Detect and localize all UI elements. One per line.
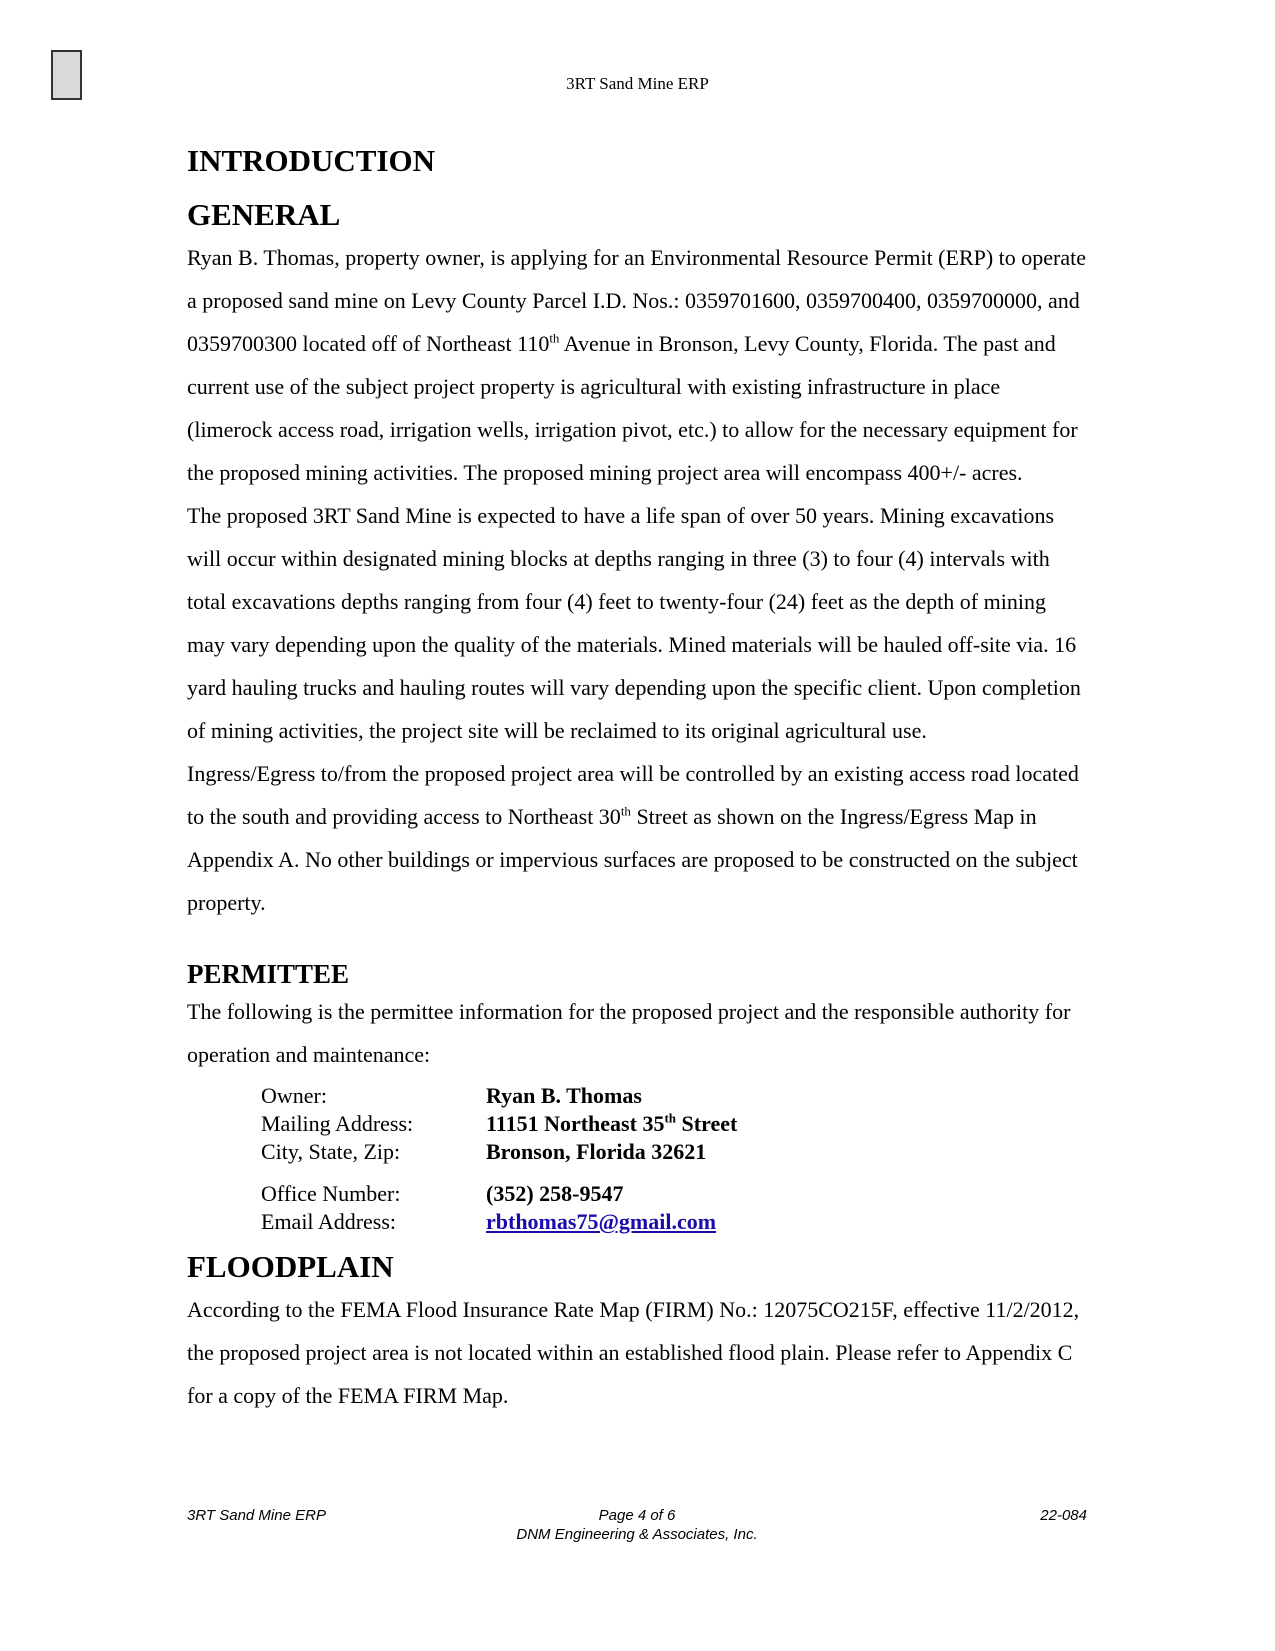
office-number-row (261, 1166, 737, 1208)
general-p3-superscript: th (620, 803, 631, 819)
owner-value: Ryan B. Thomas (486, 1083, 642, 1108)
owner-label: Owner: (261, 1083, 327, 1108)
mailing-address-superscript: th (664, 1110, 677, 1126)
city-state-zip-row (261, 1138, 737, 1166)
city-state-zip-label: City, State, Zip: (261, 1139, 401, 1164)
owner-row (261, 1082, 737, 1110)
general-heading: GENERAL (187, 197, 341, 232)
general-p1-superscript: th (549, 330, 560, 346)
footer-company-name: DNM Engineering & Associates, Inc. (516, 1526, 758, 1543)
general-p1-text-a: Ryan B. Thomas, property owner, is applying for an Environmental Resource Permit (ERP) to operate a proposed sand mine on Levy County Parcel I.D. Nos.: 0359701600, 0359700400, 0359700000, and 0359700300 located off of Northeast 110 (187, 245, 1087, 356)
permittee-intro: The following is the permittee information for the proposed project and the responsible authority for operation and maintenance: (187, 999, 1071, 1067)
office-number-value: (352) 258-9547 (486, 1181, 624, 1206)
mailing-address-text-a: 11151 Northeast 35 (486, 1111, 665, 1136)
document-body (187, 140, 1087, 1417)
mailing-address-row (261, 1110, 737, 1138)
page-header-title: 3RT Sand Mine ERP (566, 74, 709, 93)
general-p3-text-a: Ingress/Egress to/from the proposed project area will be controlled by an existing access road located to the south and providing access to Northeast 30 (187, 761, 1079, 829)
permittee-heading: PERMITTEE (187, 959, 350, 989)
footer-document-title: 3RT Sand Mine ERP (187, 1507, 326, 1524)
general-paragraph-3 (187, 752, 1087, 924)
email-link[interactable]: rbthomas75@gmail.com (486, 1209, 717, 1234)
page-footer (187, 1506, 1087, 1544)
city-state-zip-value: Bronson, Florida 32621 (486, 1139, 707, 1164)
mailing-address-label: Mailing Address: (261, 1111, 414, 1136)
general-p3-text-b: Street as shown on the Ingress/Egress Map in Appendix A. No other buildings or impervious surfaces are proposed to be constructed on the subject property. (187, 804, 1078, 915)
permittee-info-table (261, 1082, 737, 1236)
email-address-row (261, 1208, 737, 1236)
mailing-address-value (486, 1110, 737, 1138)
email-address-label: Email Address: (261, 1209, 397, 1234)
footer-project-number: 22-084 (1040, 1507, 1087, 1524)
floodplain-paragraph: According to the FEMA Flood Insurance Rate Map (FIRM) No.: 12075CO215F, effective 11/2/2012, the proposed project area is not located within an established flood plain. Please refer to Appendix C for a copy of the FEMA FIRM Map. (187, 1297, 1080, 1408)
mailing-address-text-b: Street (676, 1111, 738, 1136)
introduction-heading: INTRODUCTION (187, 143, 436, 178)
general-p1-text-b: Avenue in Bronson, Levy County, Florida. The past and current use of the subject project property is agricultural with existing infrastructure in place (limerock access road, irrigation wells, irrigation pivot, etc.) to allow for the necessary equipment for the proposed mining activities. The proposed mining project area will encompass 400+/- acres. (187, 331, 1078, 485)
general-paragraph-2: The proposed 3RT Sand Mine is expected to have a life span of over 50 years. Mining excavations will occur within designated mining blocks at depths ranging in three (3) to four (4) intervals with total excavations depths ranging from four (4) feet to twenty-four (24) feet as the depth of mining may vary depending upon the quality of the materials. Mined materials will be hauled off-site via. 16 yard hauling trucks and hauling routes will vary depending upon the specific client. Upon completion of mining activities, the project site will be reclaimed to its original agricultural use. (187, 503, 1081, 743)
footer-page-number: Page 4 of 6 (598, 1507, 676, 1524)
office-number-label: Office Number: (261, 1181, 401, 1206)
general-paragraph-1 (187, 236, 1087, 494)
floodplain-heading: FLOODPLAIN (187, 1249, 394, 1284)
